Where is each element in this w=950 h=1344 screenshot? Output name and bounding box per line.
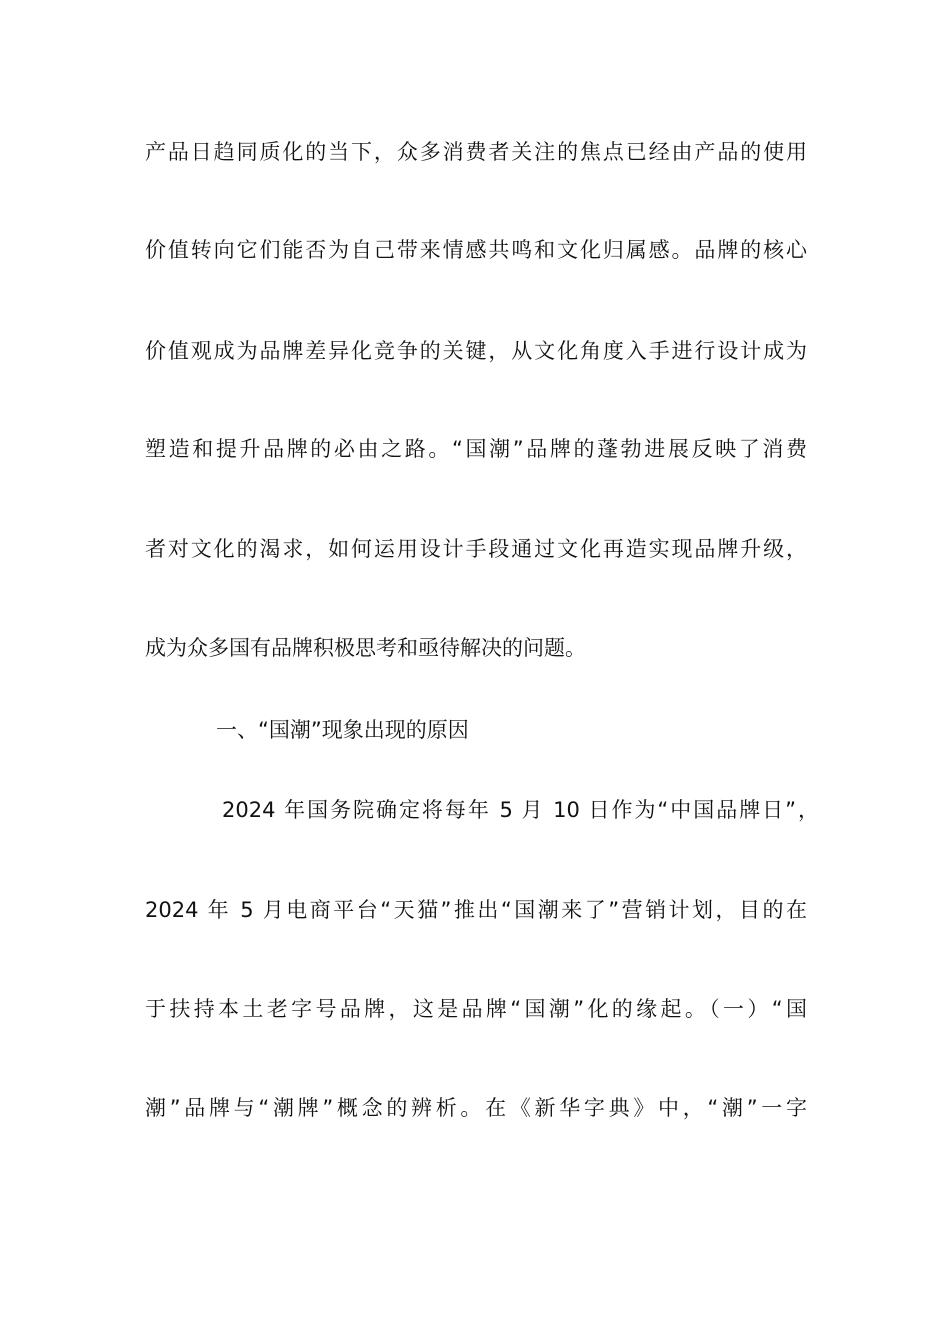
paragraph-1-line-4: 塑造和提升品牌的必由之路。“国潮”品牌的蓬勃进展反映了消费	[145, 437, 807, 461]
paragraph-1-line-2: 价值转向它们能否为自己带来情感共鸣和文化归属感。品牌的核心	[145, 238, 807, 262]
paragraph-1-line-6: 成为众多国有品牌积极思考和亟待解决的问题。	[145, 636, 586, 660]
paragraph-1-line-1: 产品日趋同质化的当下，众多消费者关注的焦点已经由产品的使用	[145, 140, 807, 164]
paragraph-2-line-2: 2024 年 5 月电商平台“天猫”推出“国潮来了”营销计划，目的在	[145, 898, 807, 922]
paragraph-1-line-5: 者对文化的渴求，如何运用设计手段通过文化再造实现品牌升级，	[145, 537, 807, 561]
section-heading: 一、“国潮”现象出现的原因	[216, 718, 469, 742]
paragraph-2-line-4: 潮”品牌与“潮牌”概念的辨析。在《新华字典》中，“潮”一字	[145, 1096, 807, 1120]
paragraph-2-line-3: 于扶持本土老字号品牌，这是品牌“国潮”化的缘起。（一）“国	[145, 997, 807, 1021]
paragraph-1-line-3: 价值观成为品牌差异化竞争的关键，从文化角度入手进行设计成为	[145, 339, 807, 363]
paragraph-2-line-1: 2024 年国务院确定将每年 5 月 10 日作为“中国品牌日”，	[222, 798, 819, 822]
